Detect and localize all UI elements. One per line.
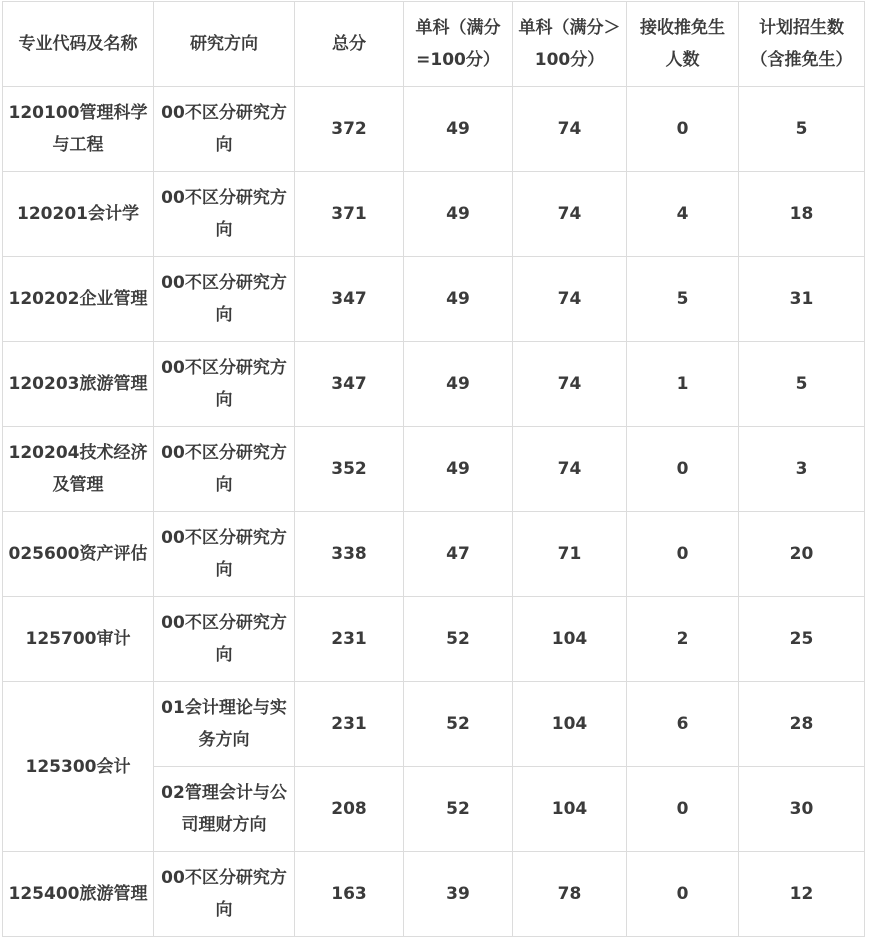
direction-cell: 01会计理论与实务方向 bbox=[154, 682, 295, 767]
table-row bbox=[3, 852, 865, 937]
major-cell: 120100管理科学与工程 bbox=[3, 87, 154, 172]
direction-cell: 00不区分研究方向 bbox=[154, 257, 295, 342]
plan-cell: 5 bbox=[739, 342, 865, 427]
header-recommended: 接收推免生人数 bbox=[627, 2, 739, 87]
single-100-cell: 49 bbox=[404, 257, 513, 342]
total-cell: 347 bbox=[295, 342, 404, 427]
single-100-cell: 49 bbox=[404, 172, 513, 257]
single-100-cell: 49 bbox=[404, 87, 513, 172]
single-100-cell: 52 bbox=[404, 767, 513, 852]
direction-cell: 00不区分研究方向 bbox=[154, 172, 295, 257]
total-cell: 347 bbox=[295, 257, 404, 342]
recommended-cell: 0 bbox=[627, 427, 739, 512]
single-100-cell: 52 bbox=[404, 597, 513, 682]
recommended-cell: 0 bbox=[627, 512, 739, 597]
admission-score-table bbox=[2, 1, 865, 937]
single-gt100-cell: 71 bbox=[513, 512, 627, 597]
table-row bbox=[3, 597, 865, 682]
plan-cell: 12 bbox=[739, 852, 865, 937]
direction-cell: 00不区分研究方向 bbox=[154, 512, 295, 597]
single-gt100-cell: 74 bbox=[513, 172, 627, 257]
recommended-cell: 6 bbox=[627, 682, 739, 767]
plan-cell: 28 bbox=[739, 682, 865, 767]
major-cell: 120202企业管理 bbox=[3, 257, 154, 342]
single-gt100-cell: 74 bbox=[513, 342, 627, 427]
table-row bbox=[3, 682, 865, 767]
total-cell: 338 bbox=[295, 512, 404, 597]
recommended-cell: 5 bbox=[627, 257, 739, 342]
table-row bbox=[3, 257, 865, 342]
direction-cell: 00不区分研究方向 bbox=[154, 597, 295, 682]
direction-cell: 02管理会计与公司理财方向 bbox=[154, 767, 295, 852]
table-row bbox=[3, 512, 865, 597]
total-cell: 231 bbox=[295, 597, 404, 682]
single-gt100-cell: 104 bbox=[513, 597, 627, 682]
header-plan: 计划招生数（含推免生） bbox=[739, 2, 865, 87]
direction-cell: 00不区分研究方向 bbox=[154, 342, 295, 427]
total-cell: 372 bbox=[295, 87, 404, 172]
recommended-cell: 4 bbox=[627, 172, 739, 257]
table-header-row bbox=[3, 2, 865, 87]
single-100-cell: 47 bbox=[404, 512, 513, 597]
major-cell: 120203旅游管理 bbox=[3, 342, 154, 427]
direction-cell: 00不区分研究方向 bbox=[154, 852, 295, 937]
single-100-cell: 39 bbox=[404, 852, 513, 937]
recommended-cell: 0 bbox=[627, 852, 739, 937]
header-single-100: 单科（满分=100分） bbox=[404, 2, 513, 87]
plan-cell: 25 bbox=[739, 597, 865, 682]
single-gt100-cell: 104 bbox=[513, 767, 627, 852]
single-gt100-cell: 74 bbox=[513, 257, 627, 342]
single-gt100-cell: 104 bbox=[513, 682, 627, 767]
total-cell: 208 bbox=[295, 767, 404, 852]
table-row bbox=[3, 342, 865, 427]
single-100-cell: 52 bbox=[404, 682, 513, 767]
major-cell: 025600资产评估 bbox=[3, 512, 154, 597]
single-100-cell: 49 bbox=[404, 427, 513, 512]
plan-cell: 3 bbox=[739, 427, 865, 512]
total-cell: 371 bbox=[295, 172, 404, 257]
major-cell: 120204技术经济及管理 bbox=[3, 427, 154, 512]
major-cell: 120201会计学 bbox=[3, 172, 154, 257]
major-cell: 125700审计 bbox=[3, 597, 154, 682]
table-row bbox=[3, 172, 865, 257]
plan-cell: 5 bbox=[739, 87, 865, 172]
recommended-cell: 1 bbox=[627, 342, 739, 427]
table-row bbox=[3, 427, 865, 512]
total-cell: 352 bbox=[295, 427, 404, 512]
single-gt100-cell: 78 bbox=[513, 852, 627, 937]
plan-cell: 30 bbox=[739, 767, 865, 852]
header-total: 总分 bbox=[295, 2, 404, 87]
plan-cell: 31 bbox=[739, 257, 865, 342]
single-100-cell: 49 bbox=[404, 342, 513, 427]
total-cell: 231 bbox=[295, 682, 404, 767]
recommended-cell: 2 bbox=[627, 597, 739, 682]
recommended-cell: 0 bbox=[627, 767, 739, 852]
major-cell: 125400旅游管理 bbox=[3, 852, 154, 937]
header-single-gt100: 单科（满分＞100分） bbox=[513, 2, 627, 87]
recommended-cell: 0 bbox=[627, 87, 739, 172]
plan-cell: 20 bbox=[739, 512, 865, 597]
major-cell: 125300会计 bbox=[3, 682, 154, 852]
direction-cell: 00不区分研究方向 bbox=[154, 87, 295, 172]
table-row bbox=[3, 87, 865, 172]
header-direction: 研究方向 bbox=[154, 2, 295, 87]
direction-cell: 00不区分研究方向 bbox=[154, 427, 295, 512]
single-gt100-cell: 74 bbox=[513, 427, 627, 512]
plan-cell: 18 bbox=[739, 172, 865, 257]
single-gt100-cell: 74 bbox=[513, 87, 627, 172]
header-major: 专业代码及名称 bbox=[3, 2, 154, 87]
total-cell: 163 bbox=[295, 852, 404, 937]
